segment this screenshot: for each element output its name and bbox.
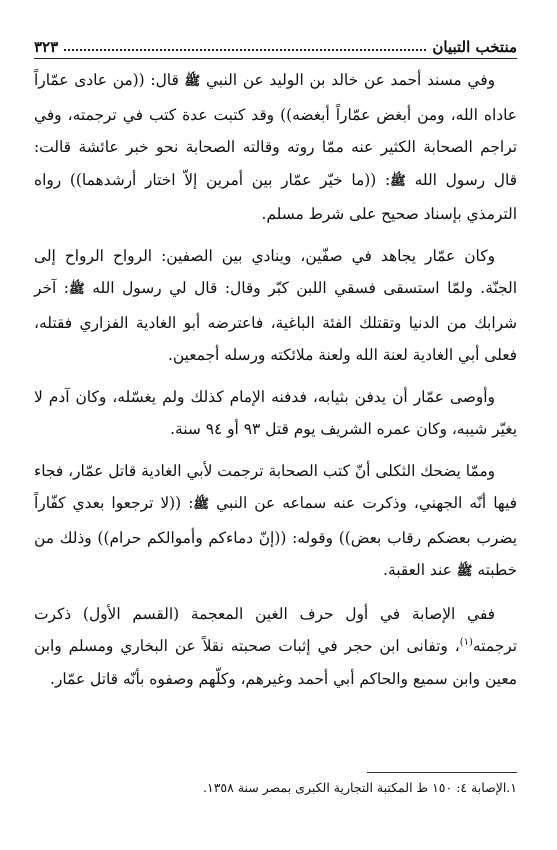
running-header: [34, 34, 517, 56]
salla-symbol: ﷺ: [69, 282, 85, 297]
paragraph-5: ففي الإصابة في أول حرف الغين المعجمة (القسم الأول) ذكرت ترجمته$^{(١)}$، وتفانى ابن حجر في إثبات صحبته نقلاً عن البخاري ومسلم وابن معين وابن سميع والحاكم أبي أحمد وغيرهم، وكلّهم وصفوه بأنّه قاتل عمّار.: [34, 604, 517, 688]
header-rule: [34, 58, 517, 59]
main-text: [34, 64, 517, 695]
paragraph-2: وكان عمّار يجاهد في صفّين، وينادي بين الصفين: الرواح الرواح إلى الجنّة. ولمّا استسقى فسقي اللبن كبّر وقال: قال لي رسول الله ﷺ: آخر شرابك من الدنيا وتقتلك الفئة الباغية، فاعترضه أبو الغادية الفزاري فقتله، فعلى أبي الغادية لعنة الله ولعنة ملائكته ورسله أجمعين.: [34, 246, 517, 364]
salla-symbol: ﷺ: [193, 497, 210, 512]
footnote-rule: [367, 772, 517, 773]
page-number: ٣٢٣: [34, 38, 59, 56]
salla-symbol: ﷺ: [390, 173, 406, 189]
header-title: منتخب التبيان: [432, 38, 517, 56]
footnote-reference[interactable]: (١): [459, 636, 473, 648]
paragraph-1: وفي مسند أحمد عن خالد بن الوليد عن النبي ﷺ قال: ((من عادى عمّاراً عاداه الله، ومن أبغض عمّاراً أبغضه)) وقد كتبت عدة كتب في ترجمته، وفي تراجم الصحابة الكثير عنه ممّا روته وقالته الصحابة نحو خبر عائشة قالت: قال رسول الله ﷺ: ((ما خيّر عمّار بين أمرين إلاّ اختار أرشدهما)) رواه الترمذي بإسناد صحيح على شرط مسلم.: [34, 71, 517, 223]
salla-symbol: ﷺ: [456, 564, 473, 579]
header-dot-leader: [64, 49, 426, 51]
paragraph-4: وممّا يضحك الثكلى أنّ كتب الصحابة ترجمت لأبي الغادية قاتل عمّار، فجاء فيها أنّه الجهني، وذكرت عنه سماعه عن النبي ﷺ: ((لا ترجعوا بعدي كفّاراً يضرب بعضكم رقاب بعض)) وقوله: ((إنّ دماءكم وأموالكم حرام)) وذلك من خطبته ﷺ عند العقبة.: [34, 461, 517, 579]
paragraph-3: وأوصى عمّار أن يدفن بثيابه، فدفنه الإمام كذلك ولم يغسّله، وكان آدم لا يغيّر شيبه، وكان عمره الشريف يوم قتل ٩٣ أو ٩٤ سنة.: [34, 387, 517, 438]
salla-symbol: ﷺ: [184, 74, 201, 89]
footnote: ١.الإصابة ٤: ١٥٠ ط المكتبة التجارية الكبرى بمصر سنة ١٣٥٨.: [203, 780, 517, 795]
